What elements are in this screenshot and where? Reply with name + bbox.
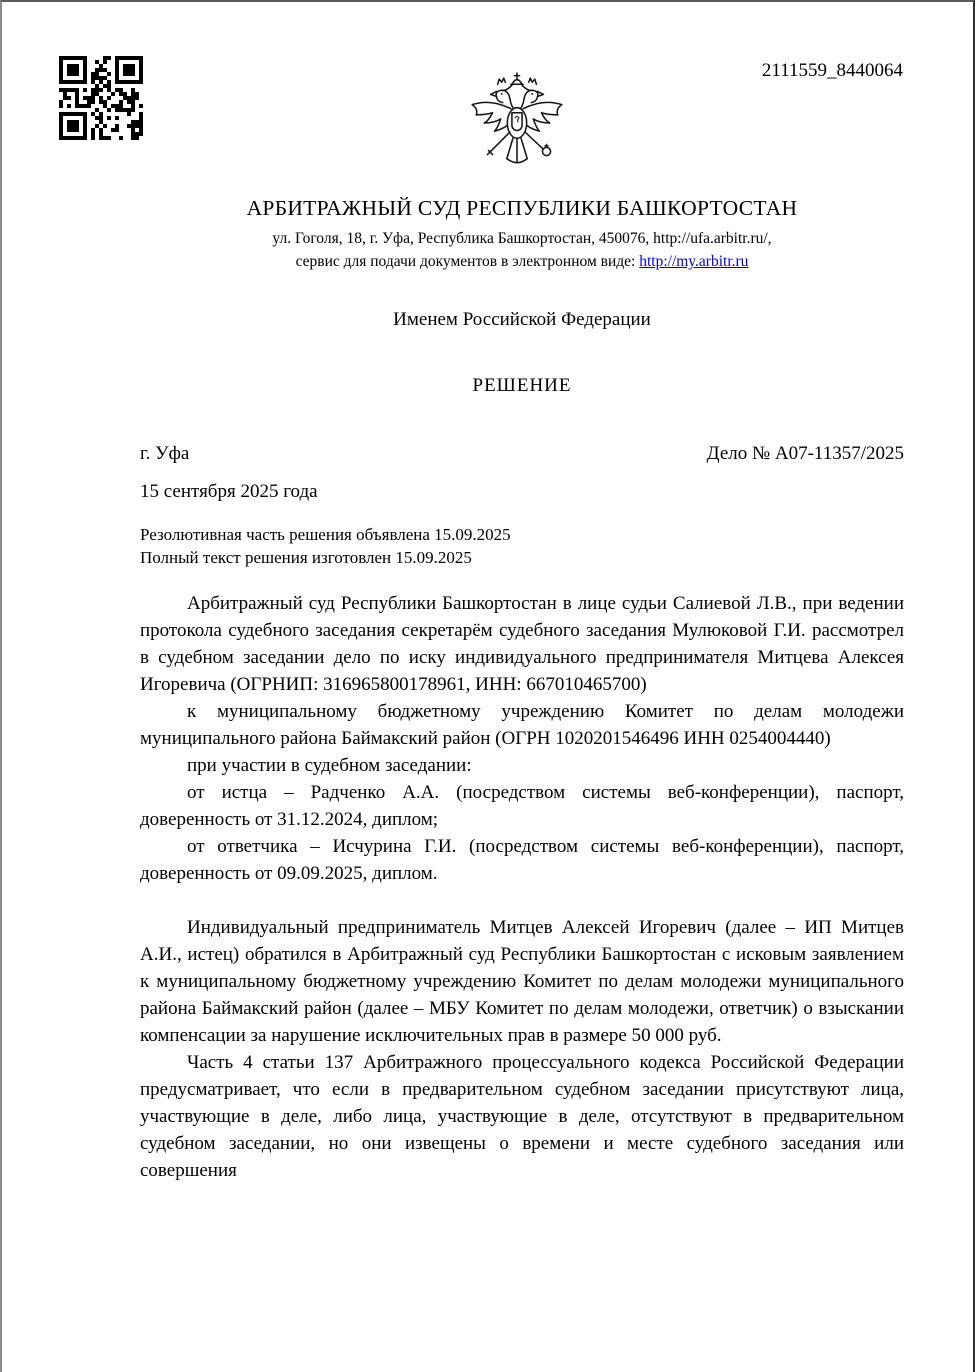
resolutive-part-line: Резолютивная часть решения объявлена 15.09.2025 (140, 525, 511, 544)
document-number: 2111559_8440064 (761, 60, 903, 81)
full-text-line: Полный текст решения изготовлен 15.09.2025 (140, 548, 472, 567)
body-paragraph: при участии в судебном заседании: (187, 755, 472, 776)
body-paragraph: к муниципальному бюджетному учреждению Комитет по делам молодежи муниципального района Баймакский район (ОГРН 1020201546496 ИНН 0254004440) (140, 701, 904, 749)
body-paragraph: Арбитражный суд Республики Башкортостан в лице судьи Салиевой Л.В., при ведении протокола судебного заседания секретарём судебного заседания Мулюковой Г.И. рассмотрел в судебном заседании дело по иску индивидуального предпринимателя Митцева Алексея Игоревича (ОГРНИП: 316965800178961, ИНН: 667010465700) (140, 593, 904, 695)
service-line-text: сервис для подачи документов в электронном виде: (295, 253, 640, 270)
qr-code-icon (59, 56, 143, 140)
case-info-row (140, 443, 904, 465)
decision-date: 15 сентября 2025 года (140, 481, 318, 502)
document-content (140, 196, 904, 1184)
case-number: Дело № А07-11357/2025 (706, 443, 904, 464)
heading-in-name-of-federation: Именем Российской Федерации (393, 309, 651, 330)
my-arbitr-link[interactable]: http://my.arbitr.ru (639, 253, 749, 270)
russian-coat-of-arms-icon (464, 70, 570, 180)
city-label: г. Уфа (140, 443, 190, 464)
service-line (140, 250, 904, 273)
court-address: ул. Гоголя, 18, г. Уфа, Республика Башкортостан, 450076, http://ufa.arbitr.ru/, (272, 230, 772, 247)
body-paragraph: Индивидуальный предприниматель Митцев Алексей Игоревич (далее – ИП Митцев А.И., истец) обратился в Арбитражный суд Республики Башкортостан с исковым заявлением к муниципальному бюджетному учреждению Комитет по делам молодежи муниципального района Баймакский район (далее – МБУ Комитет по делам молодежи, ответчик) о взыскании компенсации за нарушение исключительных прав в размере 50 000 руб. (140, 917, 904, 1046)
body-paragraph: Часть 4 статьи 137 Арбитражного процессуального кодекса Российской Федерации предусматривает, что если в предварительном судебном заседании присутствуют лица, участвующие в деле, либо лица, участвующие в деле, отсутствуют в предварительном судебном заседании, но они извещены о времени и месте судебного заседания или совершения (140, 1052, 904, 1181)
court-name: АРБИТРАЖНЫЙ СУД РЕСПУБЛИКИ БАШКОРТОСТАН (246, 196, 798, 220)
heading-decision: РЕШЕНИЕ (472, 375, 572, 396)
body-paragraph: от ответчика – Исчурина Г.И. (посредством системы веб-конференции), паспорт, доверенность от 09.09.2025, диплом. (140, 836, 904, 884)
body-paragraph: от истца – Радченко А.А. (посредством системы веб-конференции), паспорт, доверенность от 31.12.2024, диплом; (140, 782, 904, 830)
